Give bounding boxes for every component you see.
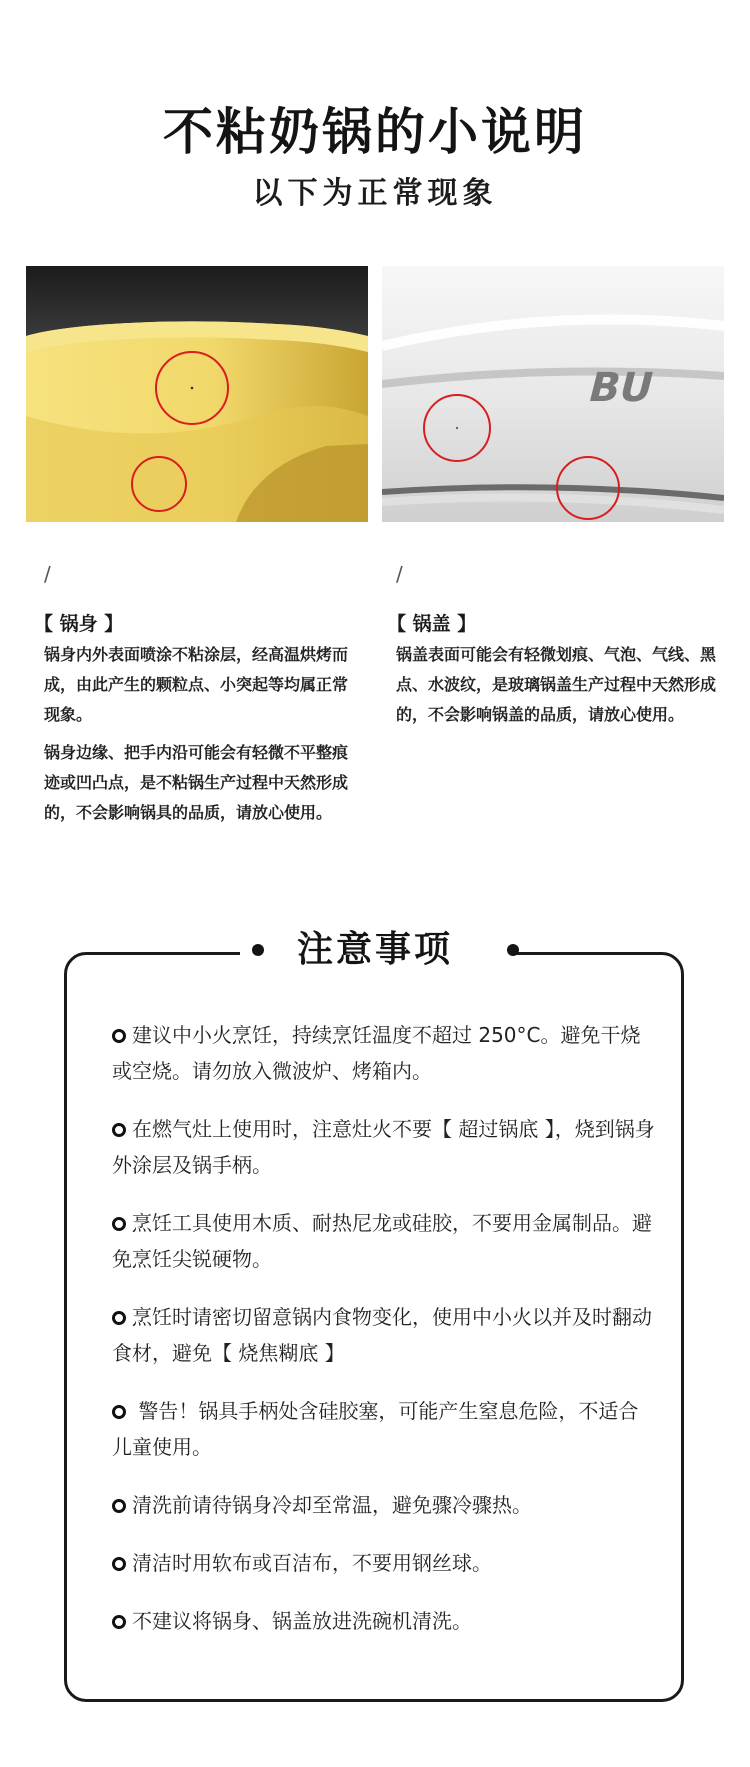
notice-item: 不建议将锅身、锅盖放进洗碗机清洗。 xyxy=(112,1603,657,1639)
notice-list xyxy=(112,1017,657,1639)
title-dot xyxy=(507,944,519,956)
circle-bullet-icon xyxy=(112,1311,126,1325)
notice-title-wrap xyxy=(240,924,510,980)
pot-body-text-2: 锅身边缘、把手内沿可能会有轻微不平整痕迹或凹凸点，是不粘锅生产过程中天然形成的，不会影响锅具的品质，请放心使用。 xyxy=(44,743,349,822)
circle-bullet-icon xyxy=(112,1029,126,1043)
lid-brand-text: BU xyxy=(583,363,659,411)
pot-body-heading: 【 锅身 】 xyxy=(34,613,124,635)
notice-item: 警告！锅具手柄处含硅胶塞，可能产生窒息危险，不适合儿童使用。 xyxy=(112,1399,639,1459)
circle-bullet-icon xyxy=(112,1123,126,1137)
page-title: 不粘奶锅的小说明 xyxy=(163,103,587,161)
lid-heading: 【 锅盖 】 xyxy=(387,613,477,635)
notice-title: 注意事项 xyxy=(296,929,453,970)
circle-bullet-icon xyxy=(112,1557,126,1571)
circle-bullet-icon xyxy=(112,1615,126,1629)
title-dot xyxy=(252,944,264,956)
notice-item: 建议中小火烹饪，持续烹饪温度不超过 250°C。避免干烧或空烧。请勿放入微波炉、烤箱内。 xyxy=(112,1023,641,1083)
pot-body-photo xyxy=(26,266,368,522)
circle-bullet-icon xyxy=(112,1405,126,1419)
notice-item: 清洗前请待锅身冷却至常温，避免骤冷骤热。 xyxy=(112,1487,657,1523)
divider-slash: / xyxy=(44,562,51,586)
lid-text: 锅盖表面可能会有轻微划痕、气泡、气线、黑点、水波纹，是玻璃锅盖生产过程中天然形成的，不会影响锅盖的品质，请放心使用。 xyxy=(396,645,717,724)
glass-lid-photo xyxy=(382,266,724,522)
circle-bullet-icon xyxy=(112,1217,126,1231)
circle-bullet-icon xyxy=(112,1499,126,1513)
notice-item: 清洁时用软布或百洁布，不要用钢丝球。 xyxy=(112,1545,657,1581)
notice-item: 烹饪工具使用木质、耐热尼龙或硅胶，不要用金属制品。避免烹饪尖锐硬物。 xyxy=(112,1211,652,1271)
notice-item: 在燃气灶上使用时，注意灶火不要【 超过锅底 】，烧到锅身外涂层及锅手柄。 xyxy=(112,1117,655,1177)
divider-slash: / xyxy=(396,562,403,586)
pot-body-text-1: 锅身内外表面喷涂不粘涂层，经高温烘烤而成，由此产生的颗粒点、小突起等均属正常现象。 xyxy=(44,645,349,724)
page-subtitle: 以下为正常现象 xyxy=(252,176,498,211)
notice-item: 烹饪时请密切留意锅内食物变化，使用中小火以并及时翻动食材，避免【 烧焦糊底 】 xyxy=(112,1305,652,1365)
